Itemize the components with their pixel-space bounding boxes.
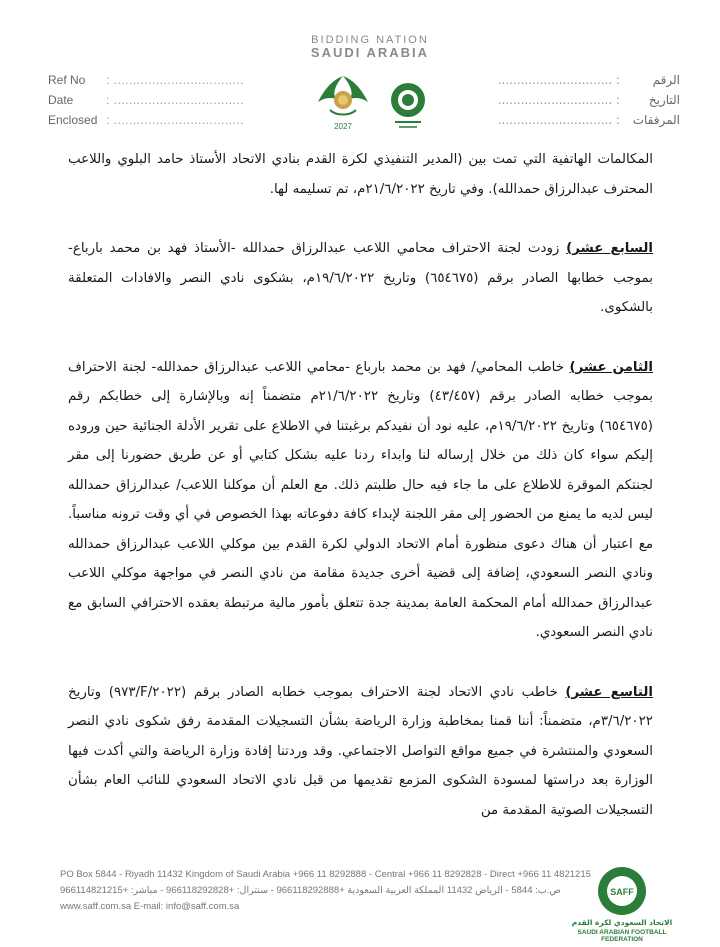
ref-no-value: : .................................. <box>106 73 245 87</box>
bid-2027-logo-icon <box>310 66 376 138</box>
paragraph-19-heading: التاسع عشر) <box>565 684 654 700</box>
org-name-ar: الاتحاد السعودي لكرة القدم <box>571 918 673 927</box>
ref-fields-ar <box>498 70 680 130</box>
enclosed-label: Enclosed <box>48 113 98 127</box>
date-ar-label: التاريخ <box>648 93 680 107</box>
ref-no-ar-row <box>498 70 680 90</box>
paragraph-19 <box>68 678 653 826</box>
contact-info <box>60 867 591 915</box>
enclosed-ar-value: : .............................. <box>497 113 620 127</box>
letter-footer <box>0 855 720 947</box>
paragraph-17-text: زودت لجنة الاحتراف محامي اللاعب عبدالرزاق حمدالله -الأستاذ فهد بن محمد بارباع- بموجب خطابها الصادر برقم (٦٥٤٦٧٥) وتاريخ ١٩/٦/٢٠٢٢م، بشكوى نادي النصر والافادات المتعلقة بالشكوى. <box>68 241 653 315</box>
paragraph-17 <box>68 234 653 323</box>
bidding-line2: SAUDI ARABIA <box>310 45 430 60</box>
bidding-line1: BIDDING NATION <box>311 34 429 46</box>
ref-no-ar-value: : .............................. <box>497 73 620 87</box>
logo-year: 2027 <box>334 122 352 131</box>
date-value: : .................................. <box>106 93 245 107</box>
website-email: www.saff.com.sa E-mail: info@saff.com.sa <box>60 901 240 912</box>
enclosed-ar-label: المرفقات <box>632 113 680 127</box>
enclosed-row <box>48 110 244 130</box>
letterhead <box>0 0 720 145</box>
ref-no-label: Ref No <box>48 73 86 87</box>
letter-body <box>68 145 653 825</box>
paragraph-1: المكالمات الهاتفية التي تمت بين (المدير التنفيذي لكرة القدم بنادي الاتحاد الأستاذ حامد البلوي واللاعب المحترف عبدالرزاق حمدالله). وفي تاريخ ٢١/٦/٢٠٢٢م، تم تسليمه لها. <box>68 152 653 197</box>
ref-no-row <box>48 70 244 90</box>
date-label: Date <box>48 93 74 107</box>
paragraph-18 <box>68 353 653 648</box>
saff-logo-text: SAFF <box>610 887 634 897</box>
contact-line-en: PO Box 5844 - Riyadh 11432 Kingdom of Saudi Arabia +966 11 8292888 - Central +966 11 8292828 - Direct +966 11 4821215 <box>60 869 591 880</box>
ref-fields-en <box>48 70 244 130</box>
paragraph-17-heading: السابع عشر) <box>566 241 653 256</box>
org-name-en: SAUDI ARABIAN FOOTBALL FEDERATION <box>577 929 667 943</box>
saff-header-logo-icon <box>385 78 431 132</box>
paragraph-18-text: خاطب المحامي/ فهد بن محمد بارباع -محامي اللاعب عبدالرزاق حمدالله- لجنة الاحتراف بموجب خطابه الصادر برقم (٤٣/٤٥٧) وتاريخ ٢١/٦/٢٠٢٢م متضمناً إنه وبالإشارة إلى خطابكم رقم (٦٥٤٦٧٥) وتاريخ ١٩/٦/٢٠٢٢م، عليه نود أن نفيدكم برغبتنا في الاطلاع على تقرير الأدلة الجنائية حين وروده إليكم سواء كان ذلك من خلال إرساله لنا وابداء ردنا عليه بشكل كتابي أو عن طريق حضورنا إلى مقر لجنتكم الموقرة للاطلاع على ما جاء فيه حال طلبتم ذلك. مع العلم أن موكلنا اللاعب/ عبدالرزاق حمدالله ليس لديه ما يمنع من الحضور إلى مقر اللجنة لإبداء كافة دفوعاته بهذا الخصوص في أي وقت ترونه مناسباً. مع اعتبار أن هناك دعوى منظورة أمام الاتحاد الدولي لكرة القدم بين موكلي اللاعب عبدالرزاق حمدالله ونادي النصر السعودي، إضافة إلى قضية أخرى جديدة مقامة من نادي النصر في مواجهة موكلي اللاعب عبدالرزاق حمدالله أمام المحكمة العامة بمدينة جدة تتعلق بأمور مالية مرتبطة بعقده الاحترافي السابق مع نادي النصر السعودي. <box>68 359 653 640</box>
contact-line-ar: ص.ب: 5844 - الرياض 11432 المملكة العربية السعودية +966118292888 - سنترال: +966118292828 - مباشر: +966114821215 <box>60 885 561 896</box>
paragraph-18-heading: الثامن عشر) <box>569 359 654 375</box>
ref-no-ar-label: الرقم <box>652 73 680 87</box>
date-row <box>48 90 244 110</box>
enclosed-ar-row <box>498 110 680 130</box>
date-ar-value: : .............................. <box>497 93 620 107</box>
paragraph-19-text: خاطب نادي الاتحاد لجنة الاحتراف بموجب خطابه الصادر برقم (٢٠٢٢/F/٩٧٣) وتاريخ ٣/٦/٢٠٢٢م، متضمناً: أننا قمنا بمخاطبة وزارة الرياضة بشأن التسجيلات المقدمة رفق شكوى نادي النصر السعودي والمنتشرة في جميع مواقع التواصل الاجتماعي. وقد وردتنا إفادة وزارة الرياضة والتي أكدت فيها الوزارة بعد دراستها لمسودة الشكوى المزمع تقديمها من قبل نادي الاتحاد السعودي للنائب العام بشأن التسجيلات الصوتية المقدمة من <box>68 684 653 818</box>
date-ar-row <box>498 90 680 110</box>
enclosed-value: : .................................. <box>106 113 245 127</box>
bidding-title <box>300 34 440 60</box>
